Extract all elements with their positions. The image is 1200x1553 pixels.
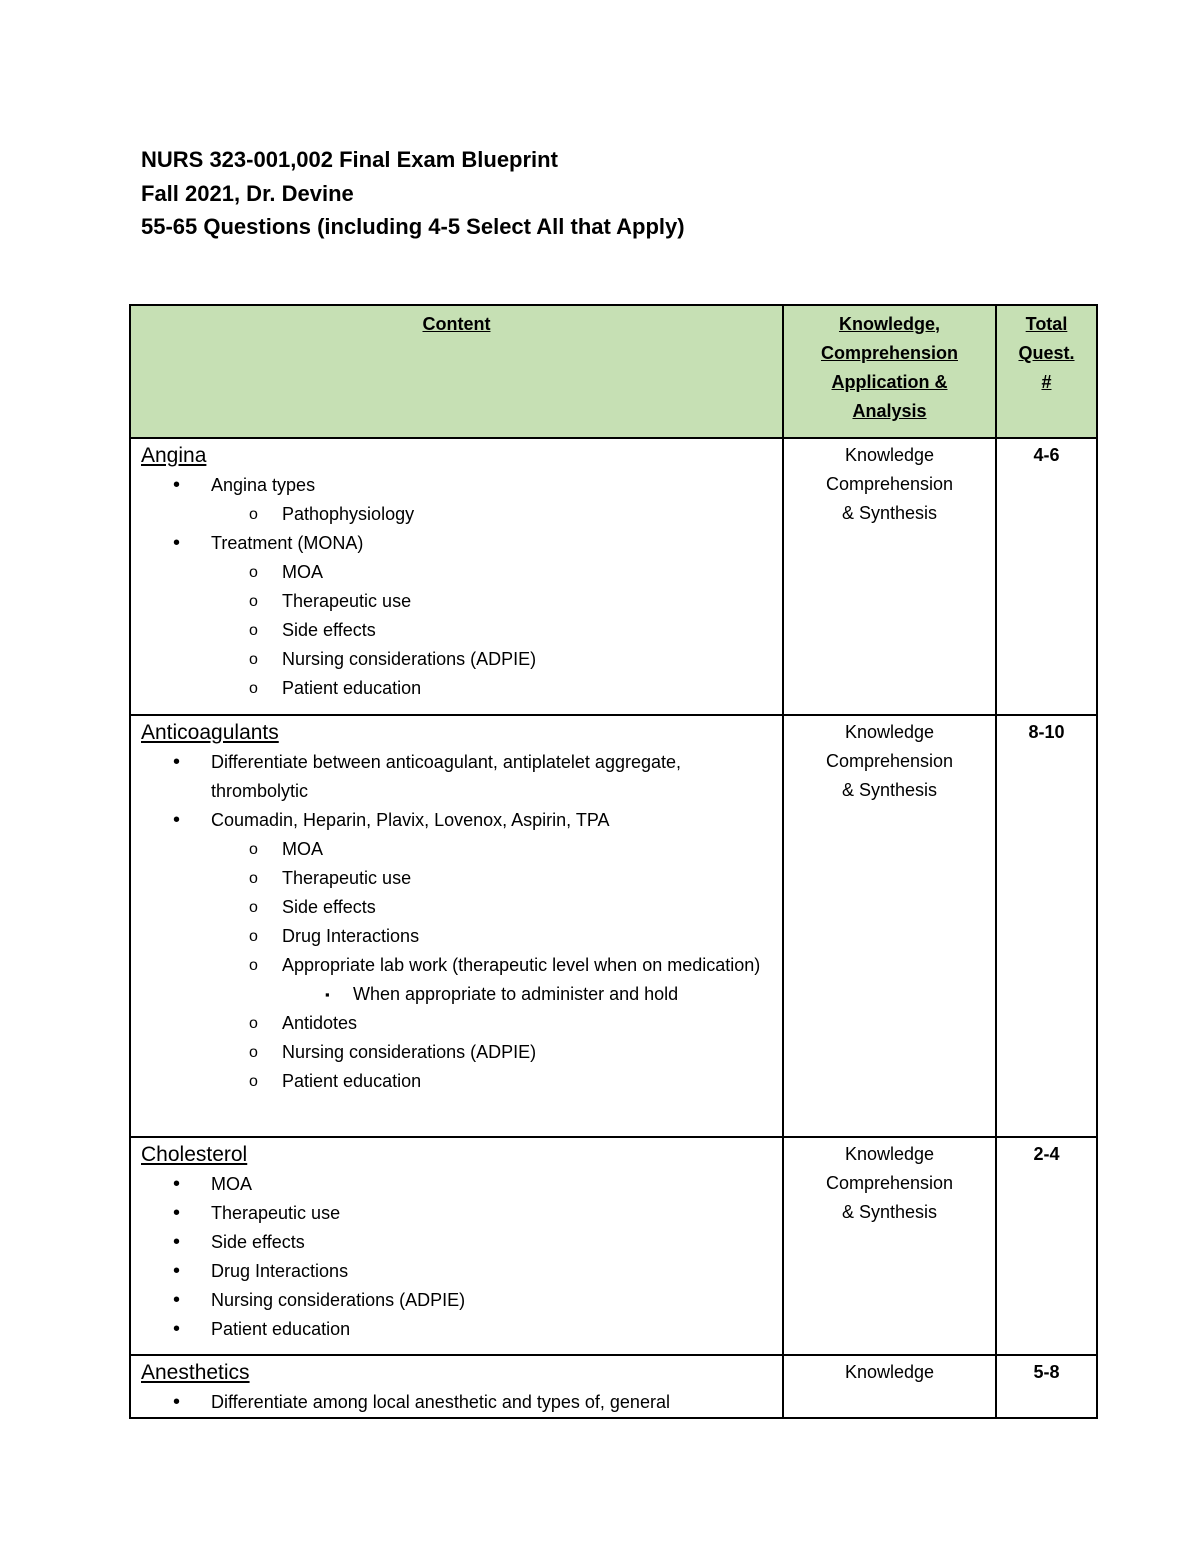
list-item: o Pathophysiology bbox=[141, 500, 772, 529]
total-header-line: # bbox=[1041, 372, 1052, 392]
cognitive-level: Knowledge bbox=[844, 1362, 935, 1382]
total-questions-cell: 5-8 bbox=[996, 1355, 1097, 1418]
list-item: • Differentiate among local anesthetic and types of, general bbox=[141, 1388, 772, 1417]
list-item: o Patient education bbox=[141, 674, 772, 703]
level-header-line: Application & bbox=[831, 372, 948, 392]
list-item: o Side effects bbox=[141, 616, 772, 645]
table-row bbox=[130, 715, 1097, 1137]
topic-list bbox=[141, 1170, 772, 1344]
cognitive-level: & Synthesis bbox=[841, 503, 938, 523]
table-header-row bbox=[130, 305, 1097, 438]
total-questions-cell: 8-10 bbox=[996, 715, 1097, 1137]
level-header-line: Analysis bbox=[852, 401, 927, 421]
topic-list bbox=[141, 1388, 772, 1417]
topic-list bbox=[141, 748, 772, 835]
content-cell bbox=[130, 715, 783, 1137]
section-title: Anesthetics bbox=[141, 1361, 250, 1384]
list-item: o Therapeutic use bbox=[141, 587, 772, 616]
list-item: o MOA bbox=[141, 558, 772, 587]
document-header bbox=[141, 143, 685, 244]
cognitive-level-cell bbox=[783, 715, 996, 1137]
list-item: o Appropriate lab work (therapeutic level when on medication) bbox=[141, 951, 772, 980]
total-questions-cell: 4-6 bbox=[996, 438, 1097, 715]
cognitive-level: Comprehension bbox=[825, 474, 954, 494]
list-item: o Side effects bbox=[141, 893, 772, 922]
subtopic-list bbox=[141, 500, 772, 529]
level-header-line: Comprehension bbox=[820, 343, 958, 363]
section-title: Angina bbox=[141, 444, 207, 467]
list-item: o MOA bbox=[141, 835, 772, 864]
section-title: Anticoagulants bbox=[141, 721, 279, 744]
cognitive-level: Knowledge bbox=[844, 722, 935, 742]
list-item: • Side effects bbox=[141, 1228, 772, 1257]
content-header-label: Content bbox=[422, 314, 491, 334]
list-item: • Patient education bbox=[141, 1315, 772, 1344]
term-instructor: Fall 2021, Dr. Devine bbox=[141, 180, 354, 206]
content-column-header bbox=[130, 305, 783, 438]
list-item: o Antidotes bbox=[141, 1009, 772, 1038]
cognitive-level: & Synthesis bbox=[841, 780, 938, 800]
subtopic-list bbox=[141, 1009, 772, 1096]
list-item: • Drug Interactions bbox=[141, 1257, 772, 1286]
content-cell bbox=[130, 1137, 783, 1355]
list-item: • Differentiate between anticoagulant, antiplatelet aggregate, thrombolytic bbox=[141, 748, 772, 806]
list-item: o Patient education bbox=[141, 1067, 772, 1096]
section-title: Cholesterol bbox=[141, 1143, 248, 1166]
list-item: ▪ When appropriate to administer and hold bbox=[141, 980, 772, 1009]
list-item: • MOA bbox=[141, 1170, 772, 1199]
list-item: o Drug Interactions bbox=[141, 922, 772, 951]
list-item: o Therapeutic use bbox=[141, 864, 772, 893]
list-item: • Nursing considerations (ADPIE) bbox=[141, 1286, 772, 1315]
cognitive-level: & Synthesis bbox=[841, 1202, 938, 1222]
list-item: o Nursing considerations (ADPIE) bbox=[141, 1038, 772, 1067]
topic-list bbox=[141, 471, 772, 500]
question-count: 55-65 Questions (including 4-5 Select All that Apply) bbox=[141, 214, 685, 239]
table-row bbox=[130, 1355, 1097, 1418]
list-item: o Nursing considerations (ADPIE) bbox=[141, 645, 772, 674]
topic-list bbox=[141, 529, 772, 558]
cognitive-level: Comprehension bbox=[825, 751, 954, 771]
table-row bbox=[130, 438, 1097, 715]
list-item: • Angina types bbox=[141, 471, 772, 500]
blueprint-table bbox=[129, 304, 1098, 1419]
table-row bbox=[130, 1137, 1097, 1355]
total-questions-cell: 2-4 bbox=[996, 1137, 1097, 1355]
subtopic-list bbox=[141, 558, 772, 703]
cognitive-level-cell bbox=[783, 1355, 996, 1418]
cognitive-level: Knowledge bbox=[844, 445, 935, 465]
level-header-line: Knowledge, bbox=[838, 314, 940, 334]
cognitive-level-cell bbox=[783, 438, 996, 715]
content-cell bbox=[130, 1355, 783, 1418]
cognitive-level-column-header bbox=[783, 305, 996, 438]
detail-list bbox=[141, 980, 772, 1009]
exam-title: NURS 323-001,002 Final Exam Blueprint bbox=[141, 147, 558, 172]
cognitive-level: Knowledge bbox=[844, 1144, 935, 1164]
total-header-line: Quest. bbox=[1018, 343, 1075, 363]
list-item: • Therapeutic use bbox=[141, 1199, 772, 1228]
content-cell bbox=[130, 438, 783, 715]
total-questions-column-header bbox=[996, 305, 1097, 438]
cognitive-level-cell bbox=[783, 1137, 996, 1355]
cognitive-level: Comprehension bbox=[825, 1173, 954, 1193]
subtopic-list bbox=[141, 835, 772, 980]
total-header-line: Total bbox=[1025, 314, 1068, 334]
list-item: • Treatment (MONA) bbox=[141, 529, 772, 558]
list-item: • Coumadin, Heparin, Plavix, Lovenox, Aspirin, TPA bbox=[141, 806, 772, 835]
